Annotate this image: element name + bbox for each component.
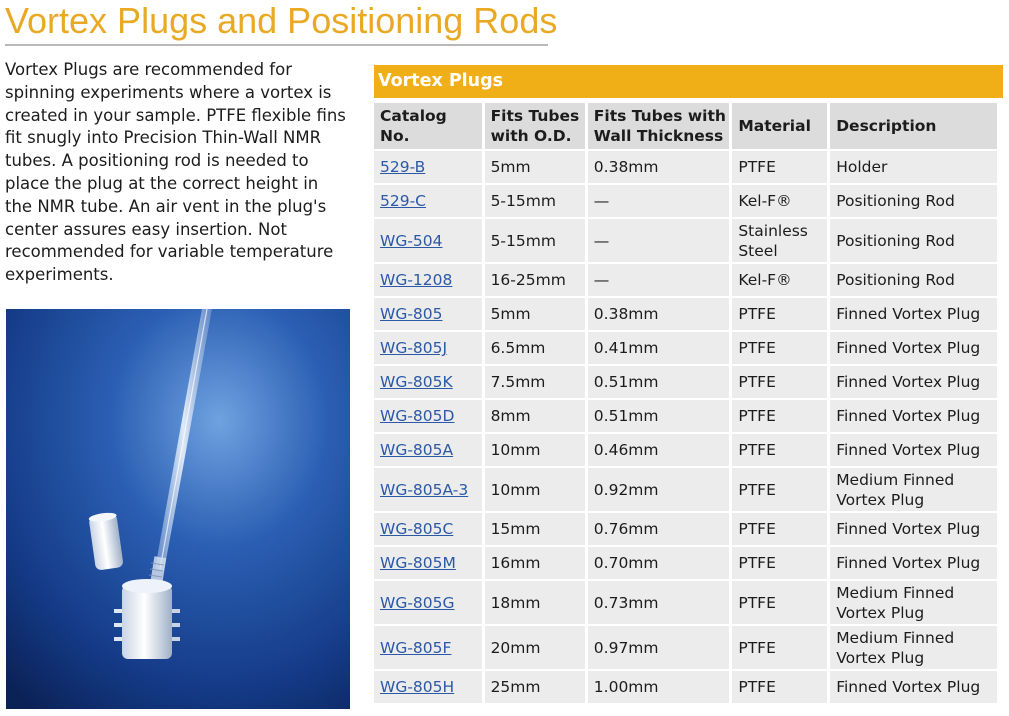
description-cell: Finned Vortex Plug [830, 434, 997, 466]
table-row [374, 434, 997, 466]
catalog-cell[interactable] [374, 185, 482, 217]
page-title: Vortex Plugs and Positioning Rods [5, 0, 548, 46]
description-cell: Finned Vortex Plug [830, 513, 997, 545]
material-cell: PTFE [732, 671, 827, 703]
material-cell: PTFE [732, 468, 827, 511]
wall-cell: 0.38mm [588, 298, 730, 330]
od-cell: 16mm [485, 547, 585, 579]
material-cell: Kel-F® [732, 264, 827, 296]
material-cell: PTFE [732, 332, 827, 364]
description-cell: Finned Vortex Plug [830, 671, 997, 703]
catalog-link[interactable]: WG-1208 [380, 271, 453, 289]
wall-cell: — [588, 219, 730, 262]
wall-cell: 0.38mm [588, 151, 730, 183]
material-cell: PTFE [732, 581, 827, 624]
catalog-cell[interactable] [374, 468, 482, 511]
catalog-link[interactable]: WG-805J [380, 339, 448, 357]
table-row [374, 332, 997, 364]
wall-cell: 0.73mm [588, 581, 730, 624]
table-row [374, 581, 997, 624]
catalog-link[interactable]: WG-805A-3 [380, 480, 469, 499]
catalog-link[interactable]: WG-805M [380, 554, 456, 572]
material-cell: PTFE [732, 547, 827, 579]
wall-cell: 0.46mm [588, 434, 730, 466]
wall-cell: — [588, 185, 730, 217]
table-row [374, 185, 997, 217]
catalog-cell[interactable] [374, 366, 482, 398]
column-header-description: Description [830, 103, 997, 149]
wall-cell: 0.76mm [588, 513, 730, 545]
description-cell: Positioning Rod [830, 264, 997, 296]
table-row [374, 671, 997, 703]
catalog-link[interactable]: WG-504 [380, 231, 443, 250]
wall-cell: 0.51mm [588, 366, 730, 398]
material-cell: PTFE [732, 366, 827, 398]
column-header-od: Fits Tubes with O.D. [485, 103, 585, 149]
description-cell: Finned Vortex Plug [830, 332, 997, 364]
vortex-plugs-table [371, 101, 1000, 705]
od-cell: 10mm [485, 468, 585, 511]
table-row [374, 151, 997, 183]
product-photo [6, 309, 350, 709]
table-row [374, 298, 997, 330]
od-cell: 16-25mm [485, 264, 585, 296]
table-header-row [374, 103, 997, 149]
description-cell: Positioning Rod [830, 219, 997, 262]
od-cell: 10mm [485, 434, 585, 466]
material-cell: PTFE [732, 626, 827, 669]
material-cell: PTFE [732, 434, 827, 466]
catalog-cell[interactable] [374, 219, 482, 262]
catalog-cell[interactable] [374, 671, 482, 703]
material-cell: PTFE [732, 513, 827, 545]
od-cell: 5mm [485, 298, 585, 330]
table-row [374, 400, 997, 432]
od-cell: 7.5mm [485, 366, 585, 398]
catalog-link[interactable]: WG-805 [380, 305, 443, 323]
wall-cell: 0.51mm [588, 400, 730, 432]
description-cell: Finned Vortex Plug [830, 547, 997, 579]
od-cell: 5-15mm [485, 219, 585, 262]
wall-cell: 0.92mm [588, 468, 730, 511]
material-cell: PTFE [732, 298, 827, 330]
material-cell: PTFE [732, 151, 827, 183]
material-cell: PTFE [732, 400, 827, 432]
description-cell: Finned Vortex Plug [830, 298, 997, 330]
od-cell: 25mm [485, 671, 585, 703]
material-cell: Kel-F® [732, 185, 827, 217]
description-cell: Medium Finned Vortex Plug [830, 626, 997, 669]
table-row [374, 547, 997, 579]
column-header-material: Material [732, 103, 827, 149]
od-cell: 5mm [485, 151, 585, 183]
catalog-cell[interactable] [374, 581, 482, 624]
material-cell: Stainless Steel [732, 219, 827, 262]
od-cell: 6.5mm [485, 332, 585, 364]
table-row [374, 264, 997, 296]
description-cell: Finned Vortex Plug [830, 366, 997, 398]
od-cell: 15mm [485, 513, 585, 545]
catalog-link[interactable]: WG-805H [380, 678, 455, 696]
catalog-cell[interactable] [374, 151, 482, 183]
catalog-cell[interactable] [374, 332, 482, 364]
od-cell: 5-15mm [485, 185, 585, 217]
wall-cell: — [588, 264, 730, 296]
catalog-link[interactable]: WG-805G [380, 593, 455, 612]
catalog-cell[interactable] [374, 264, 482, 296]
catalog-cell[interactable] [374, 547, 482, 579]
catalog-link[interactable]: WG-805F [380, 638, 452, 657]
catalog-cell[interactable] [374, 298, 482, 330]
section-header: Vortex Plugs [374, 65, 1003, 98]
catalog-link[interactable]: WG-805D [380, 407, 455, 425]
wall-cell: 0.41mm [588, 332, 730, 364]
description-cell: Medium Finned Vortex Plug [830, 581, 997, 624]
od-cell: 8mm [485, 400, 585, 432]
od-cell: 20mm [485, 626, 585, 669]
catalog-cell[interactable] [374, 513, 482, 545]
catalog-cell[interactable] [374, 400, 482, 432]
catalog-cell[interactable] [374, 434, 482, 466]
description-cell: Medium Finned Vortex Plug [830, 468, 997, 511]
column-header-wall: Fits Tubes with Wall Thickness [588, 103, 730, 149]
table-row [374, 468, 997, 511]
catalog-link[interactable]: 529-C [380, 192, 427, 210]
description-cell: Finned Vortex Plug [830, 400, 997, 432]
catalog-link[interactable]: WG-805A [380, 441, 454, 459]
wall-cell: 0.97mm [588, 626, 730, 669]
intro-paragraph: Vortex Plugs are recommended for spinning experiments where a vortex is created in your sample. PTFE flexible fins fit snugly into Precision Thin-Wall NMR tubes. A positioning rod is needed to place the plug at the correct height in the NMR tube. An air vent in the plug's center assures easy insertion. Not recommended for variable temperature experiments. [5, 60, 346, 285]
od-cell: 18mm [485, 581, 585, 624]
table-row [374, 219, 997, 262]
description-cell: Positioning Rod [830, 185, 997, 217]
table-row [374, 366, 997, 398]
catalog-link[interactable]: WG-805K [380, 373, 453, 391]
description-cell: Holder [830, 151, 997, 183]
catalog-cell[interactable] [374, 626, 482, 669]
column-header-catalog: Catalog No. [374, 103, 482, 149]
table-row [374, 626, 997, 669]
catalog-link[interactable]: WG-805C [380, 520, 454, 538]
catalog-link[interactable]: 529-B [380, 158, 426, 176]
wall-cell: 1.00mm [588, 671, 730, 703]
table-row [374, 513, 997, 545]
wall-cell: 0.70mm [588, 547, 730, 579]
